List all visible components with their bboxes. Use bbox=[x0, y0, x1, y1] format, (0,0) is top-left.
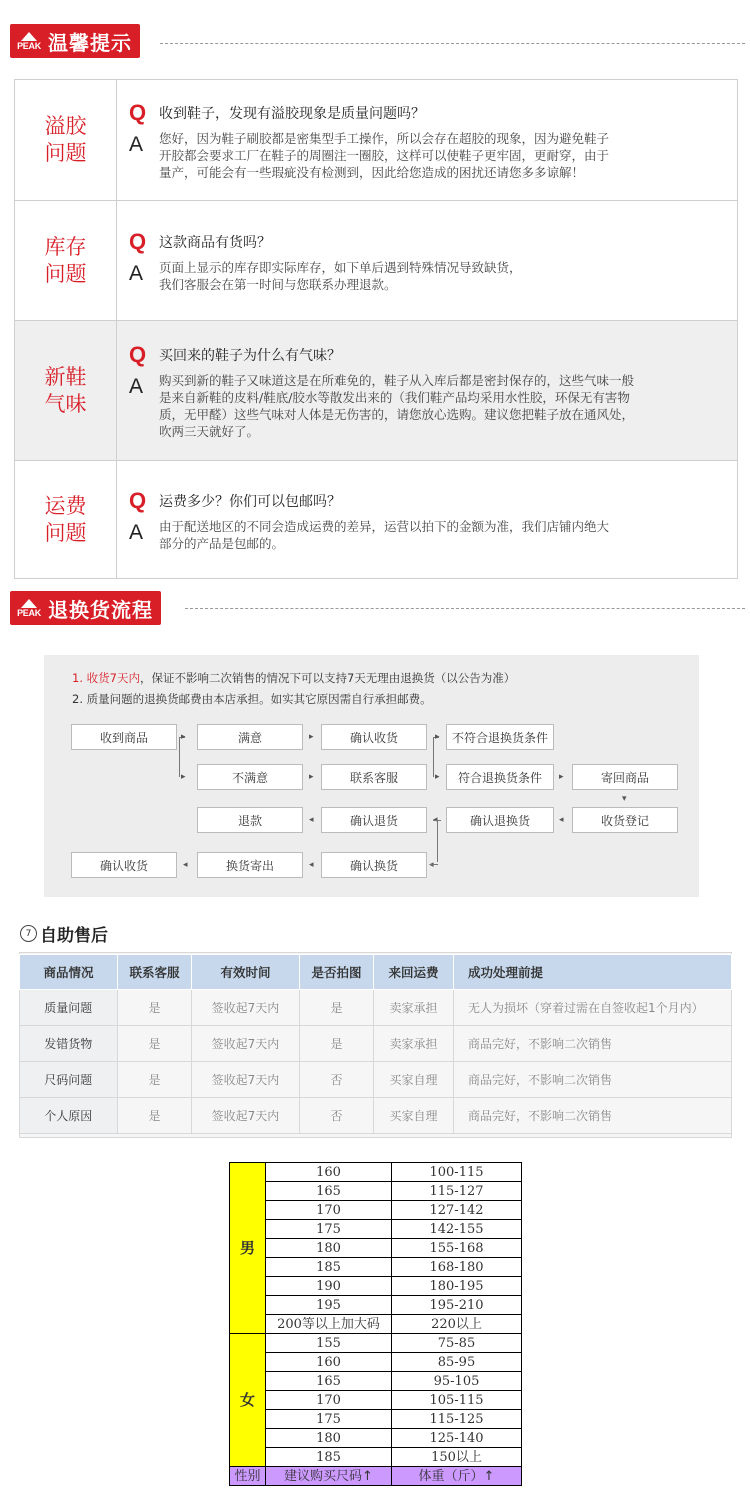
table-header-row: 商品情况 联系客服 有效时间 是否拍图 来回运费 成功处理前提 bbox=[20, 955, 732, 990]
step-receipt-register: 收货登记 bbox=[572, 807, 678, 833]
return-process-flow bbox=[44, 655, 699, 897]
table-row: 200等以上加大码 220以上 bbox=[230, 1315, 522, 1334]
section-badge bbox=[10, 24, 140, 58]
service-title: 自助售后 bbox=[40, 926, 108, 946]
table-row: 165 95-105 bbox=[230, 1372, 522, 1391]
process-section-header bbox=[10, 590, 161, 626]
faq-answer: 您好，因为鞋子刷胶都是密集型手工操作，所以会存在超胶的现象，因为避免鞋子 开胶都会要求工厂在鞋子的周圈注一圈胶，这样可以使鞋子更牢固，更耐穿，由于 量产，可能会有一些瑕疵没有检测到，因此给您造成的困扰还请您多多谅解！ bbox=[159, 130, 610, 180]
arrow-icon: ▸ bbox=[435, 772, 440, 782]
section-title: 退换货流程 bbox=[48, 597, 153, 622]
service-header bbox=[20, 921, 108, 946]
faq-answer: 由于配送地区的不同会造成运费的差异，运营以拍下的金额为准，我们店铺内绝大 部分的产品是包邮的。 bbox=[159, 518, 610, 551]
question-mark-icon: Q bbox=[129, 341, 147, 367]
step-confirm-return-exchange: 确认退换货 bbox=[446, 807, 554, 833]
answer-mark-icon: A bbox=[129, 520, 144, 544]
process-note: 2. 质量问题的退换货邮费由本店承担。如实其它原因需自行承担邮费。 bbox=[72, 692, 432, 706]
step-exchange-ship: 换货寄出 bbox=[197, 852, 303, 878]
faq-table bbox=[14, 79, 738, 579]
table-row: 质量问题 是 签收起7天内 是 卖家承担 无人为损坏（穿着过需在自签收起1个月内） bbox=[20, 990, 732, 1026]
faq-row bbox=[15, 320, 737, 460]
answer-mark-icon: A bbox=[129, 261, 144, 285]
table-row: 170 105-115 bbox=[230, 1391, 522, 1410]
step-satisfied: 满意 bbox=[197, 724, 303, 750]
step-eligible: 符合退换货条件 bbox=[446, 764, 554, 790]
arrow-icon: ◂ bbox=[429, 860, 434, 870]
faq-question: 买回来的鞋子为什么有气味？ bbox=[159, 347, 341, 364]
table-row: 175 142-155 bbox=[230, 1220, 522, 1239]
size-chart-table bbox=[229, 1162, 522, 1486]
table-row: 发错货物 是 签收起7天内 是 卖家承担 商品完好，不影响二次销售 bbox=[20, 1026, 732, 1062]
table-row: 尺码问题 是 签收起7天内 否 买家自理 商品完好，不影响二次销售 bbox=[20, 1062, 732, 1098]
arrow-icon: ▸ bbox=[181, 772, 186, 782]
male-label: 男 bbox=[230, 1163, 266, 1334]
divider bbox=[160, 43, 745, 44]
table-row: 195 195-210 bbox=[230, 1296, 522, 1315]
step-unsatisfied: 不满意 bbox=[197, 764, 303, 790]
arrow-icon: ▸ bbox=[309, 732, 314, 742]
service-table bbox=[19, 954, 732, 1134]
seven-day-icon: 7 bbox=[20, 925, 37, 942]
step-refund: 退款 bbox=[197, 807, 303, 833]
arrow-icon: ◂ bbox=[309, 860, 314, 870]
answer-mark-icon: A bbox=[129, 374, 144, 398]
step-send-back: 寄回商品 bbox=[572, 764, 678, 790]
arrow-icon: ▸ bbox=[435, 732, 440, 742]
table-row: 180 155-168 bbox=[230, 1239, 522, 1258]
faq-row bbox=[15, 200, 737, 320]
table-row: 个人原因 是 签收起7天内 否 买家自理 商品完好，不影响二次销售 bbox=[20, 1098, 732, 1134]
section-title: 温馨提示 bbox=[48, 30, 132, 55]
peak-logo-icon: PEAK bbox=[14, 32, 44, 51]
female-label: 女 bbox=[230, 1334, 266, 1467]
table-row: 170 127-142 bbox=[230, 1201, 522, 1220]
faq-category: 运费 问题 bbox=[15, 461, 117, 578]
table-row: 190 180-195 bbox=[230, 1277, 522, 1296]
step-confirm-receipt-2: 确认收货 bbox=[71, 852, 177, 878]
faq-category: 库存 问题 bbox=[15, 201, 117, 320]
arrow-icon: ◂ bbox=[183, 860, 188, 870]
faq-question: 收到鞋子，发现有溢胶现象是质量问题吗？ bbox=[159, 105, 425, 122]
step-confirm-exchange: 确认换货 bbox=[321, 852, 427, 878]
arrow-icon: ▸ bbox=[559, 772, 564, 782]
table-row: 女 155 75-85 bbox=[230, 1334, 522, 1353]
faq-category: 新鞋 气味 bbox=[15, 321, 117, 460]
step-received: 收到商品 bbox=[71, 724, 177, 750]
process-note: 1. 收货7天内，保证不影响二次销售的情况下可以支持7天无理由退换货（以公告为准） bbox=[72, 671, 516, 685]
arrow-icon: ◂ bbox=[433, 815, 438, 825]
faq-row bbox=[15, 80, 737, 200]
arrow-icon: ▸ bbox=[309, 772, 314, 782]
table-row: 180 125-140 bbox=[230, 1429, 522, 1448]
faq-row bbox=[15, 460, 737, 578]
faq-answer: 页面上显示的库存即实际库存，如下单后遇到特殊情况导致缺货， 我们客服会在第一时间与您联系办理退款。 bbox=[159, 259, 522, 292]
step-not-eligible: 不符合退换货条件 bbox=[446, 724, 554, 750]
section-badge bbox=[10, 591, 161, 625]
step-confirm-return: 确认退货 bbox=[321, 807, 427, 833]
faq-section-header bbox=[10, 23, 140, 59]
arrow-icon: ▸ bbox=[181, 732, 186, 742]
table-row: 男 160 100-115 bbox=[230, 1163, 522, 1182]
table-row: 185 150以上 bbox=[230, 1448, 522, 1467]
question-mark-icon: Q bbox=[129, 99, 147, 125]
faq-category: 溢胶 问题 bbox=[15, 80, 117, 200]
divider bbox=[185, 608, 745, 609]
question-mark-icon: Q bbox=[129, 487, 147, 513]
faq-question: 这款商品有货吗？ bbox=[159, 234, 271, 251]
peak-logo-icon: PEAK bbox=[14, 599, 44, 618]
arrow-down-icon: ▾ bbox=[622, 794, 627, 804]
faq-answer: 购买到新的鞋子又味道这是在所难免的，鞋子从入库后都是密封保存的，这些气味一般 是来自新鞋的皮料/鞋底/胶水等散发出来的（我们鞋产品均采用水性胶，环保无有害物 质，无甲醛）这些气味对人体是无伤害的，请您放心选购。建议您把鞋子放在通风处， 吹两三天就好了。 bbox=[159, 372, 635, 439]
arrow-icon: ◂ bbox=[309, 815, 314, 825]
step-confirm-receipt: 确认收货 bbox=[321, 724, 427, 750]
answer-mark-icon: A bbox=[129, 132, 144, 156]
arrow-icon: ◂ bbox=[559, 815, 564, 825]
table-row: 175 115-125 bbox=[230, 1410, 522, 1429]
step-contact-service: 联系客服 bbox=[321, 764, 427, 790]
table-row: 185 168-180 bbox=[230, 1258, 522, 1277]
table-row: 165 115-127 bbox=[230, 1182, 522, 1201]
size-table-footer: 性别 建议购买尺码↑ 体重（斤）↑ bbox=[230, 1467, 522, 1486]
question-mark-icon: Q bbox=[129, 228, 147, 254]
table-row: 160 85-95 bbox=[230, 1353, 522, 1372]
faq-question: 运费多少？你们可以包邮吗？ bbox=[159, 493, 341, 510]
